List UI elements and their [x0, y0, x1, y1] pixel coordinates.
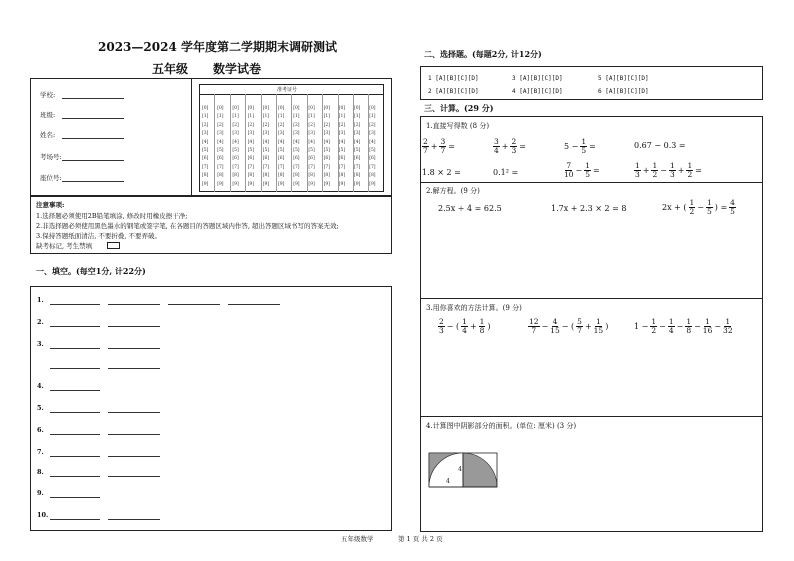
field-input-1[interactable]: [62, 118, 124, 119]
id-bubble[interactable]: [7]: [247, 164, 254, 170]
id-bubble[interactable]: [9]: [338, 181, 346, 187]
id-bubble[interactable]: [2]: [293, 122, 300, 128]
id-bubble[interactable]: [8]: [323, 173, 330, 179]
id-bubble[interactable]: [1]: [262, 114, 270, 120]
id-bubble[interactable]: [5]: [217, 148, 224, 153]
field-label-3: 考场号:: [40, 153, 62, 161]
choice-q2[interactable]: 2 [A][B][C][D]: [428, 88, 479, 95]
fill-blank[interactable]: [50, 434, 100, 435]
id-bubble[interactable]: [2]: [369, 122, 376, 128]
id-bubble[interactable]: [4]: [247, 139, 254, 145]
id-bubble[interactable]: [3]: [308, 131, 315, 137]
figure-label-4-b: 4: [446, 478, 450, 485]
subject-label: 数学试卷: [213, 62, 262, 76]
id-bubble[interactable]: [1]: [293, 114, 300, 120]
calc-2-7-plus-3-7: $\frac{2}{7}$ + $\frac{3}{7}$ =: [423, 137, 455, 155]
id-bubble[interactable]: [9]: [232, 181, 239, 187]
id-bubble[interactable]: [2]: [278, 122, 285, 128]
id-col-divider: [230, 94, 231, 192]
fill-blank[interactable]: [108, 476, 160, 477]
absent-mark-box[interactable]: [107, 242, 120, 249]
id-bubble[interactable]: [7]: [232, 164, 239, 170]
part2-title: 2.解方程。(9 分): [426, 187, 480, 195]
id-bubble[interactable]: [2]: [323, 122, 330, 128]
id-bubble[interactable]: [8]: [232, 173, 239, 179]
grade-label: 五年级: [152, 62, 189, 76]
fill-number-1: 1.: [37, 296, 44, 304]
id-bubble[interactable]: [4]: [217, 139, 224, 145]
id-bubble[interactable]: [2]: [338, 122, 346, 128]
exam-title: 2023—2024 学年度第二学期期末调研测试: [98, 40, 337, 54]
id-bubble[interactable]: [1]: [308, 114, 315, 120]
fill-blank[interactable]: [50, 368, 100, 369]
divider-p4: [420, 416, 763, 417]
calc-5-minus-1-5: 5 − $\frac{1}{5}$ =: [564, 137, 596, 155]
fill-blank[interactable]: [108, 434, 160, 435]
field-label-4: 座位号:: [40, 174, 62, 182]
id-bubble[interactable]: [0]: [354, 106, 361, 111]
simplify-2: $\frac{12}{7}$ − $\frac{4}{15}$ − ( $\frac{5}{7}$ + $\frac{1}{15}$ ): [529, 317, 609, 335]
id-bubble[interactable]: [4]: [338, 139, 346, 145]
id-bubble[interactable]: [9]: [323, 181, 330, 187]
figure-label-4-a: 4: [458, 466, 462, 473]
id-bubble[interactable]: [1]: [369, 114, 376, 120]
id-bubble[interactable]: [7]: [308, 164, 315, 170]
id-bubble[interactable]: [9]: [369, 181, 376, 187]
id-bubble[interactable]: [7]: [323, 164, 330, 170]
id-bubble[interactable]: [3]: [293, 131, 300, 137]
id-bubble[interactable]: [7]: [369, 164, 376, 170]
id-bubble[interactable]: [4]: [262, 139, 270, 145]
fill-number-9: 9.: [37, 489, 44, 497]
fill-blank[interactable]: [108, 519, 160, 520]
choice-q4[interactable]: 4 [A][B][C][D]: [512, 88, 563, 95]
notice-item-2: 2.非选择题必须使用黑色墨水的钢笔或签字笔, 在各题目的答题区域内作答, 超出答题区域书写的答案无效;: [36, 222, 339, 230]
id-bubble[interactable]: [5]: [247, 148, 254, 153]
id-bubble[interactable]: [7]: [217, 164, 224, 170]
fill-blank[interactable]: [50, 476, 100, 477]
id-bubble[interactable]: [0]: [308, 106, 315, 111]
id-bubble[interactable]: [2]: [202, 122, 209, 128]
notice-item-3: 3.保持答题纸面清洁, 不要折叠, 不要弄破。: [36, 232, 161, 240]
field-label-2: 姓名:: [40, 131, 56, 139]
calc-7-10-minus-1-5: $\frac{7}{10}$ − $\frac{1}{5}$ =: [564, 161, 600, 179]
id-bubble[interactable]: [9]: [308, 181, 315, 187]
id-bubble[interactable]: [4]: [308, 139, 315, 145]
id-bubble[interactable]: [1]: [247, 114, 254, 120]
equation-3: 2x + ( $\frac{1}{2}$ − $\frac{1}{5}$ ) = $\frac{4}{5}$: [662, 198, 735, 216]
id-bubble[interactable]: [8]: [278, 173, 285, 179]
field-label-0: 学校:: [40, 91, 56, 99]
id-bubble[interactable]: [1]: [202, 114, 209, 120]
id-bubble[interactable]: [0]: [262, 106, 270, 111]
id-bubble[interactable]: [1]: [217, 114, 224, 120]
fill-blank[interactable]: [50, 412, 100, 413]
id-bubble[interactable]: [3]: [262, 131, 270, 137]
calc-3-4-plus-2-3: $\frac{3}{4}$ + $\frac{2}{3}$ =: [494, 137, 526, 155]
fill-number-8: 8.: [37, 468, 44, 476]
id-bubble[interactable]: [9]: [217, 181, 224, 187]
id-bubble[interactable]: [5]: [369, 148, 376, 153]
id-bubble[interactable]: [9]: [262, 181, 270, 187]
id-bubble[interactable]: [3]: [217, 131, 224, 137]
id-bubble[interactable]: [8]: [202, 173, 209, 179]
id-bubble[interactable]: [6]: [217, 156, 224, 162]
id-bubble[interactable]: [1]: [323, 114, 330, 120]
fill-blank[interactable]: [108, 348, 160, 349]
field-input-4[interactable]: [62, 181, 124, 182]
id-bubble[interactable]: [6]: [354, 156, 361, 162]
id-bubble[interactable]: [3]: [354, 131, 361, 137]
fill-number-6: 6.: [37, 426, 44, 434]
id-bubble[interactable]: [8]: [262, 173, 270, 179]
id-bubble[interactable]: [1]: [232, 114, 239, 120]
id-bubble[interactable]: [5]: [323, 148, 330, 153]
calc-fraction-series: $\frac{1}{3}$ + $\frac{1}{2}$ − $\frac{1}{3}$ + $\frac{1}{2}$ =: [635, 161, 702, 179]
id-bubble[interactable]: [4]: [293, 139, 300, 145]
fill-blank[interactable]: [228, 304, 280, 305]
calc-18-times-2: 1.8 × 2 =: [422, 168, 461, 177]
id-bubble[interactable]: [4]: [354, 139, 361, 145]
id-bubble[interactable]: [7]: [278, 164, 285, 170]
part4-title: 4.计算图中阴影部分的面积。(单位: 厘米) (3 分): [426, 422, 577, 430]
id-bubble[interactable]: [1]: [354, 114, 361, 120]
id-bubble[interactable]: [0]: [278, 106, 285, 111]
id-bubble[interactable]: [8]: [247, 173, 254, 179]
divider-p2: [420, 182, 763, 183]
fill-number-7: 7.: [37, 448, 44, 456]
id-bubble[interactable]: [9]: [293, 181, 300, 187]
id-bubble[interactable]: [8]: [308, 173, 315, 179]
id-bubble[interactable]: [7]: [202, 164, 209, 170]
id-bubble[interactable]: [4]: [202, 139, 209, 145]
id-bubble[interactable]: [3]: [369, 131, 376, 137]
part1-title: 1.直接写得数 (8 分): [426, 122, 490, 130]
id-bubble[interactable]: [7]: [354, 164, 361, 170]
section3-title: 三、计算。(29 分): [424, 103, 494, 113]
id-bubble[interactable]: [0]: [232, 106, 239, 111]
id-bubble[interactable]: [3]: [247, 131, 254, 137]
id-bubble[interactable]: [6]: [293, 156, 300, 162]
field-input-3[interactable]: [62, 160, 124, 161]
id-bubble[interactable]: [8]: [354, 173, 361, 179]
fill-number-10: 10.: [37, 511, 49, 519]
fill-blank[interactable]: [168, 304, 220, 305]
id-bubble[interactable]: [6]: [323, 156, 330, 162]
id-bubble[interactable]: [0]: [338, 106, 346, 111]
id-bubble[interactable]: [9]: [247, 181, 254, 187]
id-bubble[interactable]: [0]: [369, 106, 376, 111]
id-bubble[interactable]: [6]: [369, 156, 376, 162]
id-bubble[interactable]: [8]: [338, 173, 346, 179]
id-bubble[interactable]: [0]: [202, 106, 209, 111]
equation-1: 2.5x ÷ 4 = 62.5: [438, 204, 502, 213]
field-input-2[interactable]: [62, 138, 124, 139]
fill-blank[interactable]: [50, 456, 100, 457]
id-bubble[interactable]: [5]: [232, 148, 239, 153]
id-bubble[interactable]: [5]: [338, 148, 346, 153]
id-bubble[interactable]: [7]: [262, 164, 270, 170]
id-col-divider: [245, 94, 246, 192]
fill-blank[interactable]: [50, 304, 100, 305]
id-bubble[interactable]: [8]: [293, 173, 300, 179]
fill-blank[interactable]: [108, 304, 160, 305]
id-bubble[interactable]: [5]: [278, 148, 285, 153]
calc-067-minus-03: 0.67 − 0.3 =: [634, 141, 686, 150]
id-bubble[interactable]: [6]: [278, 156, 285, 162]
id-bubble[interactable]: [6]: [247, 156, 254, 162]
id-bubble[interactable]: [0]: [217, 106, 224, 111]
section1-box: [30, 286, 392, 531]
info-divider: [191, 78, 192, 196]
fill-blank[interactable]: [108, 368, 160, 369]
id-bubble[interactable]: [1]: [338, 114, 346, 120]
simplify-3: 1 − $\frac{1}{2}$ − $\frac{1}{4}$ − $\frac{1}{8}$ − $\frac{1}{16}$ − $\frac{1}{32}$: [634, 317, 733, 335]
fill-blank[interactable]: [108, 412, 160, 413]
id-bubble[interactable]: [8]: [369, 173, 376, 179]
id-bubble[interactable]: [9]: [202, 181, 209, 187]
id-bubble[interactable]: [4]: [323, 139, 330, 145]
divider-p3: [420, 298, 763, 299]
equation-2: 1.7x + 2.3 × 2 = 8: [551, 204, 627, 213]
id-bubble[interactable]: [5]: [293, 148, 300, 153]
fill-number-3: 3.: [37, 340, 44, 348]
fill-blank[interactable]: [108, 456, 160, 457]
fill-blank[interactable]: [108, 326, 160, 327]
choice-q5[interactable]: 5 [A][B][C][D]: [598, 75, 649, 82]
id-bubble[interactable]: [3]: [202, 131, 209, 137]
part3-title: 3.用你喜欢的方法计算。(9 分): [426, 304, 522, 312]
fill-blank[interactable]: [50, 519, 100, 520]
id-bubble[interactable]: [6]: [202, 156, 209, 162]
id-bubble[interactable]: [5]: [202, 148, 209, 153]
fill-number-5: 5.: [37, 404, 44, 412]
absent-mark-label: 缺考标记, 考生禁填: [36, 242, 93, 250]
id-bubble[interactable]: [3]: [278, 131, 285, 137]
id-bubble[interactable]: [9]: [278, 181, 285, 187]
id-col-divider: [276, 94, 277, 192]
id-bubble[interactable]: [7]: [338, 164, 346, 170]
id-bubble[interactable]: [3]: [338, 131, 346, 137]
id-bubble[interactable]: [5]: [354, 148, 361, 153]
id-bubble[interactable]: [6]: [308, 156, 315, 162]
id-bubble[interactable]: [7]: [293, 164, 300, 170]
id-bubble[interactable]: [6]: [262, 156, 270, 162]
calc-01-squared: 0.1² =: [493, 168, 519, 177]
id-bubble[interactable]: [3]: [232, 131, 239, 137]
exam-id-label: 准考证号: [277, 87, 298, 93]
id-bubble[interactable]: [3]: [323, 131, 330, 137]
id-bubble[interactable]: [9]: [354, 181, 361, 187]
id-bubble[interactable]: [0]: [247, 106, 254, 111]
id-bubble[interactable]: [2]: [247, 122, 254, 128]
id-bubble[interactable]: [4]: [278, 139, 285, 145]
id-bubble[interactable]: [2]: [217, 122, 224, 128]
id-bubble[interactable]: [2]: [262, 122, 270, 128]
shaded-area-figure: [428, 452, 498, 492]
section2-title: 二、选择题。(每题2分, 计12分): [424, 49, 542, 59]
fill-number-4: 4.: [37, 382, 44, 390]
choice-q3[interactable]: 3 [A][B][C][D]: [512, 75, 563, 82]
fill-blank[interactable]: [50, 326, 100, 327]
field-input-0[interactable]: [62, 98, 124, 99]
id-bubble[interactable]: [0]: [323, 106, 330, 111]
simplify-1: $\frac{2}{3}$ − ( $\frac{1}{4}$ + $\frac{1}{8}$ ): [439, 317, 491, 335]
choice-q6[interactable]: 6 [A][B][C][D]: [598, 88, 649, 95]
notice-title: 注意事项:: [36, 201, 65, 209]
footer-page: 第 1 页 共 2 页: [398, 535, 443, 543]
fill-blank[interactable]: [50, 348, 100, 349]
id-col-divider: [214, 94, 215, 192]
id-bubble[interactable]: [2]: [232, 122, 239, 128]
choice-q1[interactable]: 1 [A][B][C][D]: [428, 75, 479, 82]
id-bubble[interactable]: [8]: [217, 173, 224, 179]
field-label-1: 班级:: [40, 111, 56, 119]
id-bubble[interactable]: [2]: [308, 122, 315, 128]
fill-blank[interactable]: [50, 497, 100, 498]
id-bubble[interactable]: [5]: [308, 148, 315, 153]
id-bubble[interactable]: [4]: [232, 139, 239, 145]
id-bubble[interactable]: [2]: [354, 122, 361, 128]
notice-item-1: 1.选择题必须使用2B铅笔填涂, 修改时用橡皮擦干净;: [36, 212, 188, 220]
fill-number-2: 2.: [37, 318, 44, 326]
section1-title: 一、填空。(每空1分, 计22分): [36, 266, 146, 276]
footer-subject: 五年级数学: [341, 535, 374, 543]
id-bubble[interactable]: [0]: [293, 106, 300, 111]
fill-blank[interactable]: [50, 390, 100, 391]
id-col-divider: [261, 94, 262, 192]
id-bubble[interactable]: [6]: [338, 156, 346, 162]
id-bubble[interactable]: [1]: [278, 114, 285, 120]
id-bubble[interactable]: [5]: [262, 148, 270, 153]
id-bubble[interactable]: [6]: [232, 156, 239, 162]
id-bubble[interactable]: [4]: [369, 139, 376, 145]
